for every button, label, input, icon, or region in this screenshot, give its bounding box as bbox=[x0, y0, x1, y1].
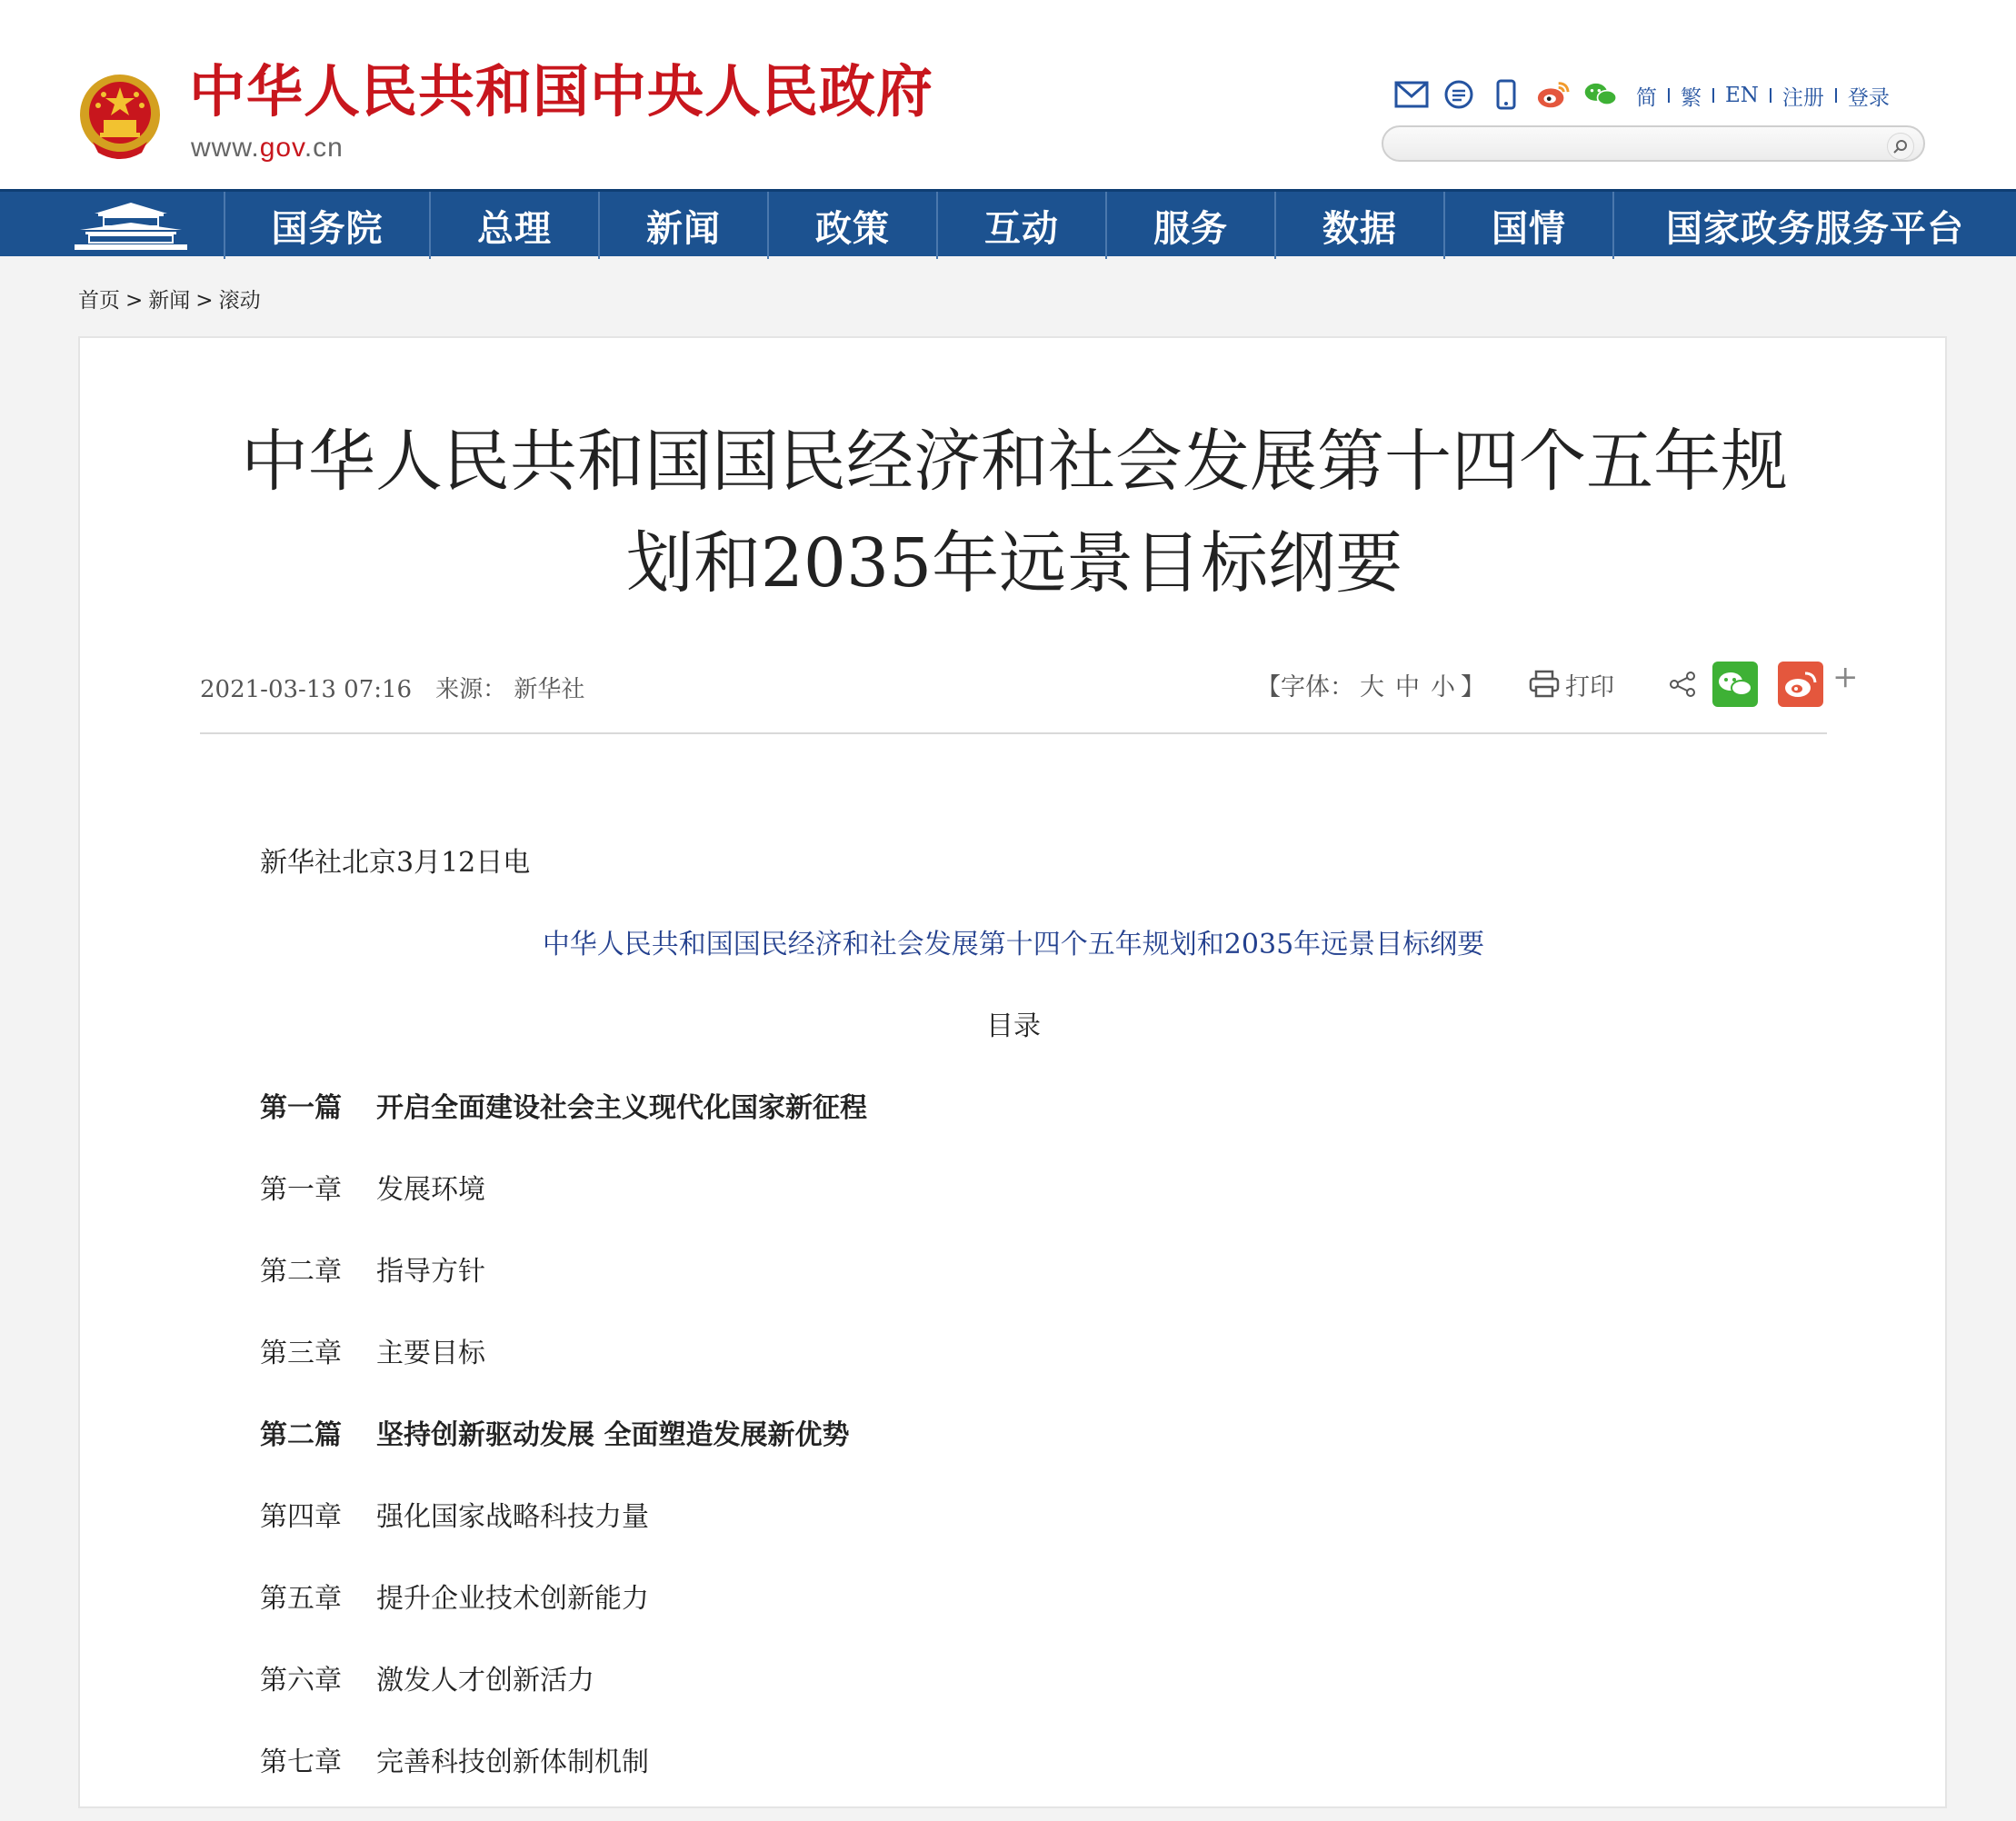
source-label: 来源： bbox=[435, 676, 507, 703]
toc-text: 主要目标 bbox=[376, 1338, 485, 1369]
publish-date: 2021-03-13 07:16 bbox=[200, 676, 413, 703]
toc-number: 第五章 bbox=[260, 1583, 342, 1615]
login-link[interactable]: 登录 bbox=[1847, 85, 1890, 110]
toc-item bbox=[260, 1657, 1714, 1739]
mobile-icon[interactable] bbox=[1489, 78, 1523, 111]
toc-number: 第七章 bbox=[260, 1746, 342, 1778]
simplified-chinese-link[interactable]: 简 bbox=[1636, 85, 1657, 110]
top-icons bbox=[1394, 76, 1618, 113]
breadcrumb bbox=[78, 284, 266, 313]
share-icon bbox=[1669, 671, 1696, 698]
tiananmen-icon[interactable] bbox=[71, 199, 191, 252]
more-share-button[interactable]: + bbox=[1832, 659, 1859, 695]
site-url-suffix: .cn bbox=[304, 133, 344, 163]
top-links bbox=[1629, 80, 1897, 111]
nav-item-policy[interactable]: 政策 bbox=[767, 192, 936, 259]
article-title-line-2: 划和2035年远景目标纲要 bbox=[625, 524, 1403, 602]
site-url-prefix: www. bbox=[191, 133, 260, 163]
share-button[interactable] bbox=[1669, 671, 1696, 698]
link-separator bbox=[1712, 88, 1714, 103]
print-button[interactable] bbox=[1529, 667, 1614, 702]
toc-text: 提升企业技术创新能力 bbox=[376, 1583, 649, 1615]
font-size-medium[interactable]: 中 bbox=[1395, 672, 1420, 702]
breadcrumb-home[interactable]: 首页 bbox=[78, 289, 120, 313]
toc-item bbox=[260, 1330, 1714, 1412]
toc-number: 第一篇 bbox=[260, 1092, 342, 1124]
breadcrumb-separator: > bbox=[125, 289, 144, 313]
register-link[interactable]: 注册 bbox=[1781, 85, 1824, 110]
toc-number: 第六章 bbox=[260, 1665, 342, 1697]
toc-text: 开启全面建设社会主义现代化国家新征程 bbox=[376, 1092, 867, 1124]
source-name: 新华社 bbox=[514, 676, 585, 703]
nav-item-state-council[interactable]: 国务院 bbox=[224, 192, 429, 259]
toc-heading: 目录 bbox=[986, 1010, 1041, 1042]
article-panel bbox=[78, 336, 1947, 1808]
wechat-icon[interactable] bbox=[1583, 78, 1618, 111]
dateline: 新华社北京3月12日电 bbox=[260, 847, 531, 879]
site-url[interactable] bbox=[191, 133, 344, 164]
national-emblem-icon[interactable] bbox=[76, 71, 164, 162]
printer-icon bbox=[1529, 670, 1560, 699]
search-input[interactable] bbox=[1402, 133, 1878, 156]
breadcrumb-rolling[interactable]: 滚动 bbox=[218, 289, 261, 313]
font-size-small[interactable]: 小 bbox=[1431, 672, 1455, 702]
document-title: 中华人民共和国国民经济和社会发展第十四个五年规划和2035年远景目标纲要 bbox=[542, 929, 1485, 960]
font-size-prefix: 【字体： bbox=[1256, 672, 1354, 702]
wechat-icon bbox=[1717, 670, 1753, 699]
site-header bbox=[0, 0, 2016, 189]
share-weibo-button[interactable] bbox=[1778, 662, 1823, 707]
toc-item bbox=[260, 1576, 1714, 1657]
print-label: 打印 bbox=[1565, 672, 1614, 702]
article-title-line-1: 中华人民共和国国民经济和社会发展第十四个五年规 bbox=[241, 423, 1788, 501]
toc-number: 第四章 bbox=[260, 1501, 342, 1533]
nav-item-service-platform[interactable]: 国家政务服务平台 bbox=[1612, 192, 2016, 259]
toc-text: 激发人才创新活力 bbox=[376, 1665, 594, 1697]
link-separator bbox=[1835, 88, 1837, 103]
toc-text: 完善科技创新体制机制 bbox=[376, 1746, 649, 1778]
toc-item bbox=[260, 1494, 1714, 1576]
message-icon[interactable] bbox=[1442, 78, 1476, 111]
link-separator bbox=[1770, 88, 1771, 103]
link-separator bbox=[1668, 88, 1670, 103]
article-title bbox=[162, 411, 1867, 614]
share-wechat-button[interactable] bbox=[1712, 662, 1758, 707]
toc-text: 强化国家战略科技力量 bbox=[376, 1501, 649, 1533]
breadcrumb-separator: > bbox=[195, 289, 214, 313]
main-nav bbox=[0, 189, 2016, 256]
toc-item bbox=[260, 1085, 1714, 1167]
site-url-highlight: gov bbox=[259, 133, 304, 163]
toc-number: 第二章 bbox=[260, 1256, 342, 1288]
weibo-icon[interactable] bbox=[1536, 78, 1571, 111]
english-link[interactable]: EN bbox=[1725, 84, 1759, 107]
toc-item bbox=[260, 1249, 1714, 1330]
meta-divider bbox=[200, 732, 1827, 734]
search-box bbox=[1382, 125, 1925, 162]
toc-item bbox=[260, 1412, 1714, 1494]
toc-text: 指导方针 bbox=[376, 1256, 485, 1288]
traditional-chinese-link[interactable]: 繁 bbox=[1681, 85, 1702, 110]
nav-item-services[interactable]: 服务 bbox=[1105, 192, 1274, 259]
toc-number: 第二篇 bbox=[260, 1419, 342, 1451]
toc-item bbox=[260, 1167, 1714, 1249]
nav-item-premier[interactable]: 总理 bbox=[429, 192, 598, 259]
toc-number: 第一章 bbox=[260, 1174, 342, 1206]
nav-item-data[interactable]: 数据 bbox=[1274, 192, 1443, 259]
table-of-contents bbox=[260, 1085, 1714, 1821]
font-size-control bbox=[1256, 667, 1485, 702]
toc-number: 第三章 bbox=[260, 1338, 342, 1369]
search-icon bbox=[1893, 139, 1908, 154]
font-size-large[interactable]: 大 bbox=[1360, 672, 1384, 702]
nav-item-national-info[interactable]: 国情 bbox=[1443, 192, 1612, 259]
search-button[interactable] bbox=[1887, 133, 1914, 160]
site-name[interactable]: 中华人民共和国中央人民政府 bbox=[189, 58, 934, 124]
toc-text: 发展环境 bbox=[376, 1174, 485, 1206]
article-tools bbox=[1256, 659, 1859, 707]
article-meta bbox=[200, 671, 584, 704]
toc-text: 坚持创新驱动发展 全面塑造发展新优势 bbox=[376, 1419, 850, 1451]
mail-icon[interactable] bbox=[1394, 78, 1429, 111]
nav-item-interaction[interactable]: 互动 bbox=[936, 192, 1105, 259]
breadcrumb-news[interactable]: 新闻 bbox=[148, 289, 191, 313]
nav-item-news[interactable]: 新闻 bbox=[598, 192, 767, 259]
font-size-suffix: 】 bbox=[1461, 672, 1485, 702]
toc-item bbox=[260, 1739, 1714, 1821]
weibo-icon bbox=[1783, 670, 1818, 699]
